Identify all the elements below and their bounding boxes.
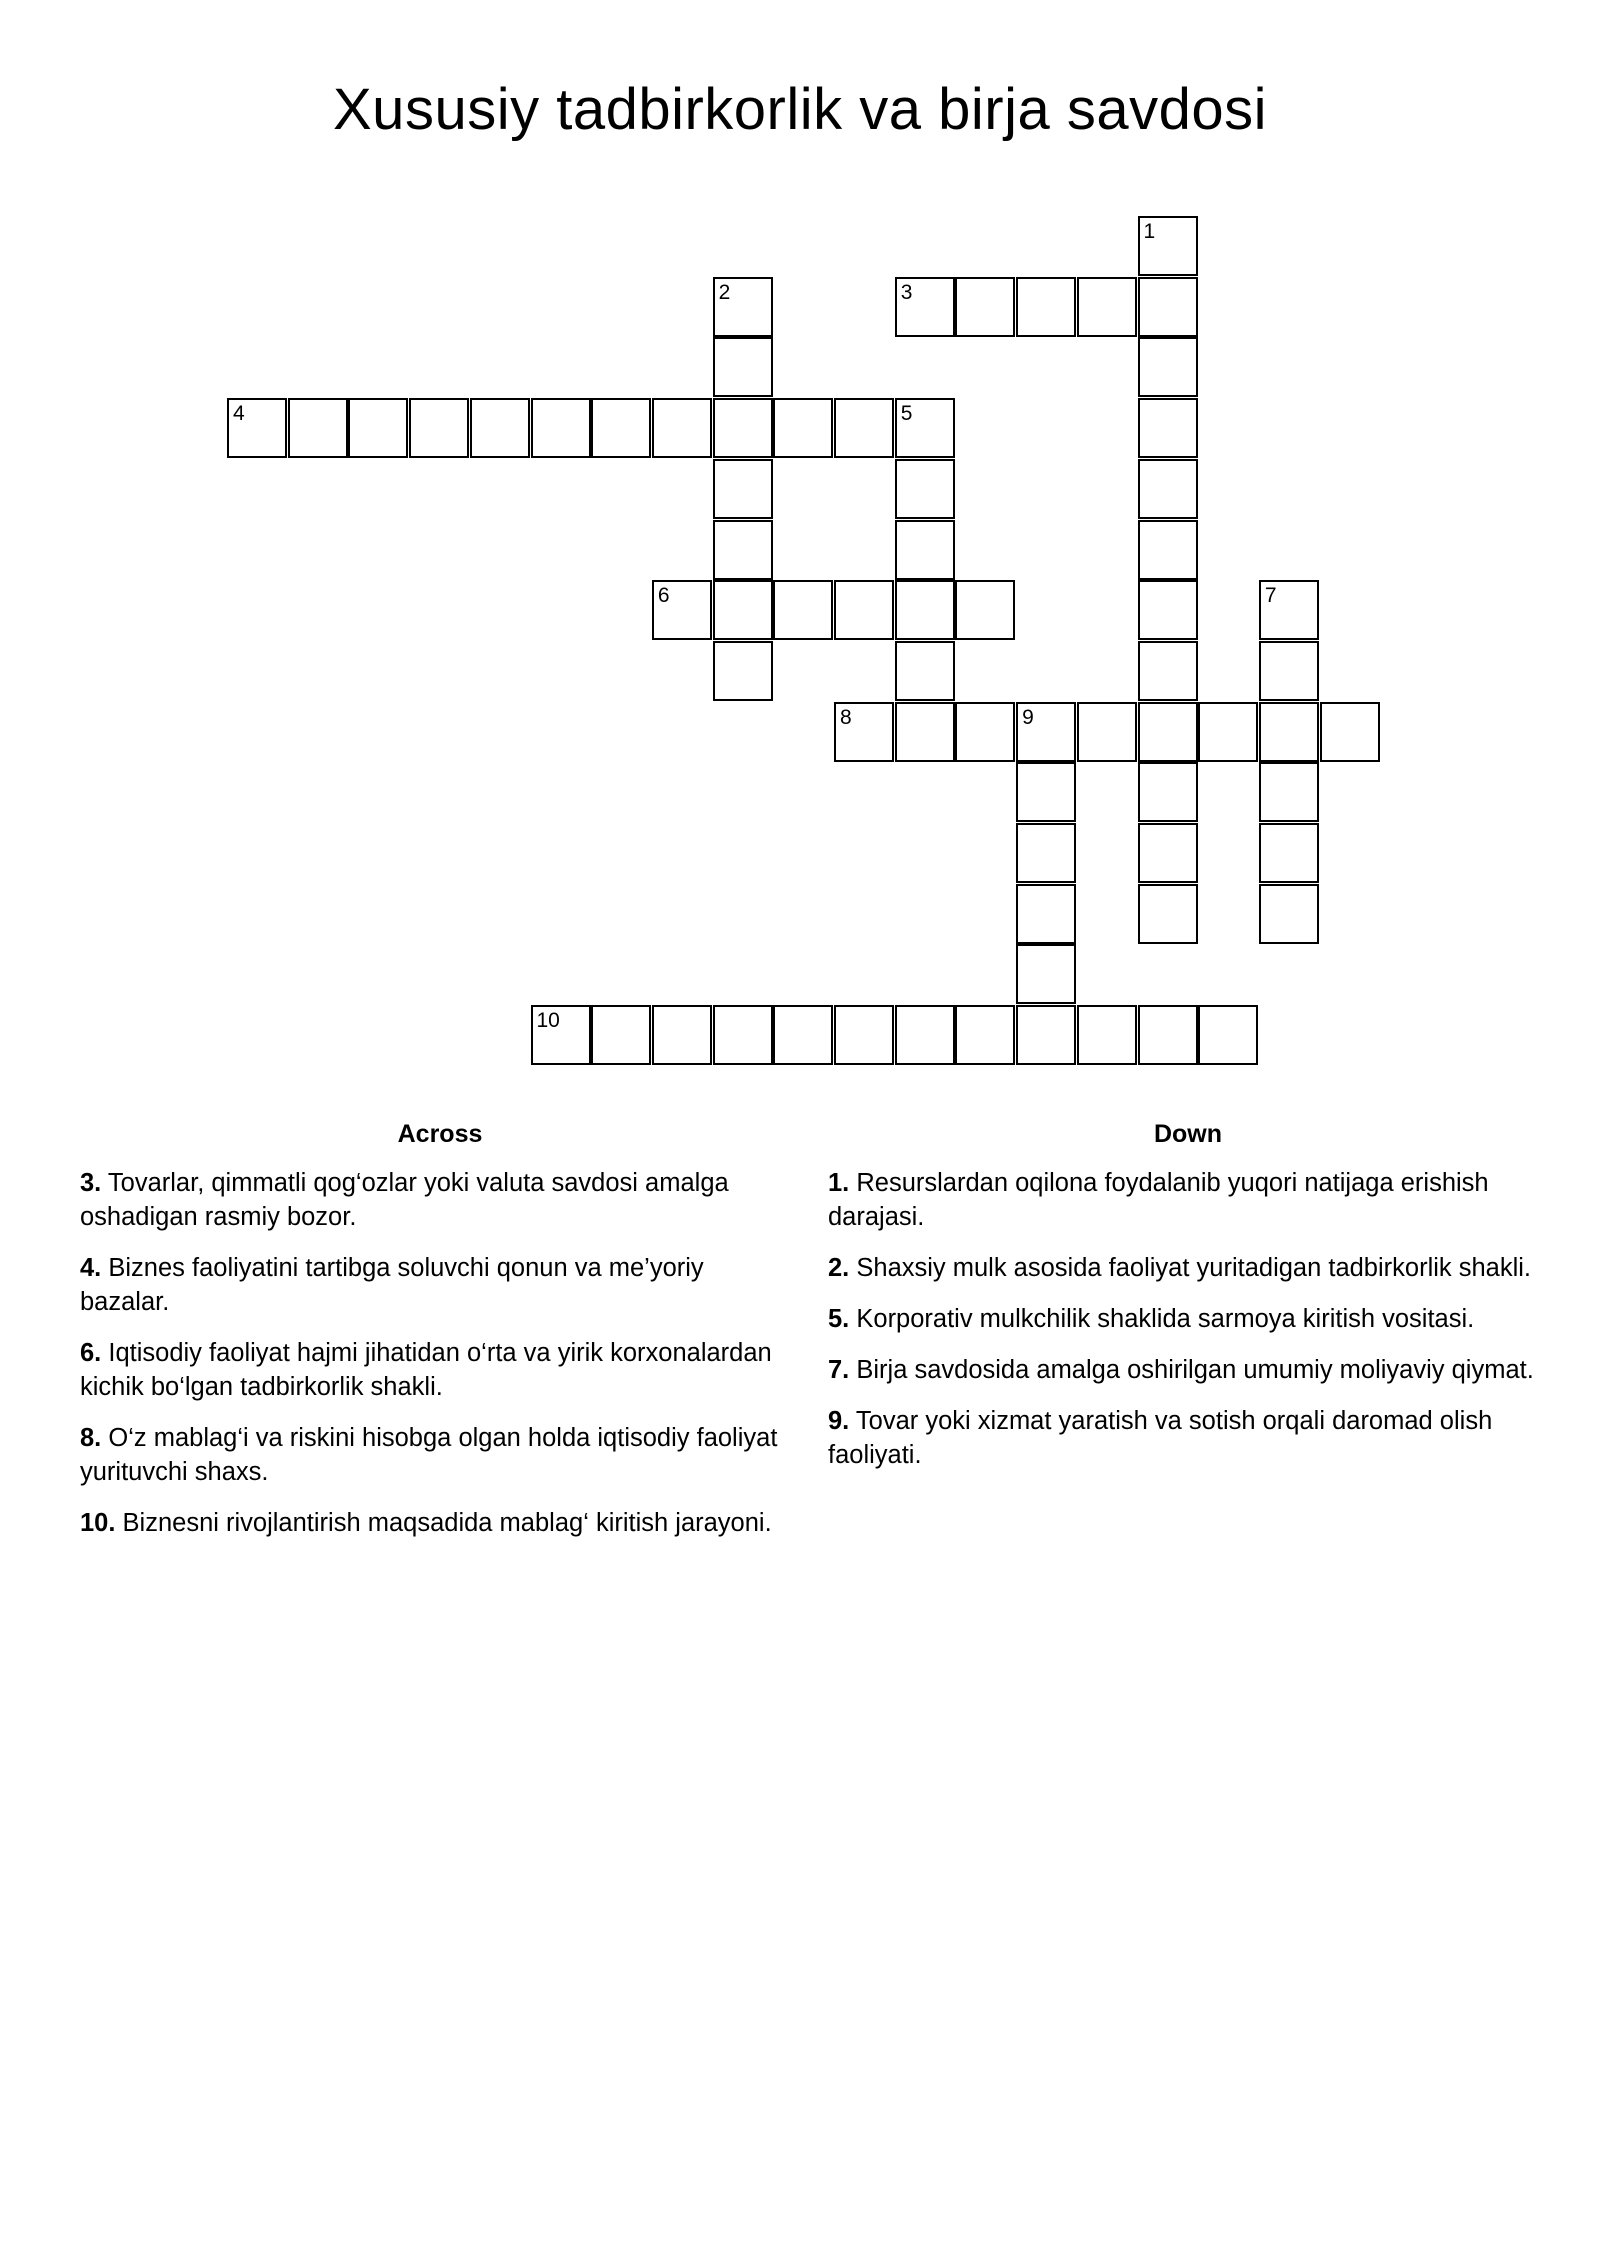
clue-text: Tovar yoki xizmat yaratish va sotish orqali daromad olish faoliyati. (828, 1407, 1493, 1469)
grid-cell[interactable] (1138, 823, 1198, 883)
grid-cell[interactable] (713, 1005, 773, 1065)
grid-cell[interactable] (895, 1005, 955, 1065)
across-heading: Across (397, 1120, 483, 1148)
cell-number: 4 (233, 402, 245, 426)
crossword-grid (227, 216, 1387, 1076)
grid-cell[interactable] (713, 459, 773, 519)
grid-cell[interactable] (409, 398, 469, 458)
across-clue-3 (80, 1166, 800, 1234)
cell-number: 5 (900, 402, 913, 426)
grid-cell[interactable] (1138, 398, 1198, 458)
across-clue-6 (80, 1336, 800, 1404)
grid-cell[interactable] (1077, 277, 1137, 337)
grid-cell[interactable] (1259, 762, 1319, 822)
grid-cell[interactable] (834, 580, 894, 640)
grid-cell[interactable] (1198, 702, 1258, 762)
grid-cell[interactable] (1016, 1005, 1076, 1065)
grid-cell[interactable] (834, 702, 894, 762)
grid-cell[interactable] (1138, 277, 1198, 337)
cell-number: 1 (1143, 220, 1156, 243)
across-clue-10 (80, 1506, 800, 1540)
grid-cell[interactable] (531, 1005, 591, 1065)
cell-number: 8 (840, 705, 852, 729)
grid-cell[interactable] (591, 1005, 651, 1065)
grid-cell[interactable] (895, 641, 955, 701)
grid-cell[interactable] (1016, 884, 1076, 944)
cell-number: 10 (536, 1009, 560, 1033)
grid-cell[interactable] (1259, 580, 1319, 640)
grid-cell[interactable] (955, 277, 1015, 337)
grid-cell[interactable] (591, 398, 651, 458)
down-clues (828, 1118, 1548, 1489)
grid-cell[interactable] (531, 398, 591, 458)
clue-text: Iqtisodiy faoliyat hajmi jihatidan o‘rta va yirik korxonalardan kichik bo‘lgan tadbirkorlik shakli. (80, 1339, 772, 1401)
grid-cell[interactable] (652, 580, 712, 640)
grid-cell[interactable] (1016, 702, 1076, 762)
grid-cell[interactable] (1138, 337, 1198, 397)
grid-cell[interactable] (895, 459, 955, 519)
grid-cell[interactable] (955, 1005, 1015, 1065)
cell-number: 2 (718, 280, 731, 304)
grid-cell[interactable] (895, 580, 955, 640)
down-clue-2 (828, 1251, 1548, 1285)
grid-cell[interactable] (713, 398, 773, 458)
grid-cell[interactable] (1259, 823, 1319, 883)
grid-cell[interactable] (955, 702, 1015, 762)
grid-cell[interactable] (1259, 641, 1319, 701)
grid-cell[interactable] (1138, 762, 1198, 822)
grid-cell[interactable] (773, 580, 833, 640)
clue-number: 1. (828, 1169, 850, 1197)
grid-cell[interactable] (713, 641, 773, 701)
grid-cell[interactable] (1259, 884, 1319, 944)
cell-number: 9 (1022, 705, 1034, 729)
grid-cell[interactable] (1259, 702, 1319, 762)
grid-cell[interactable] (713, 520, 773, 580)
grid-cell[interactable] (1138, 580, 1198, 640)
grid-cell[interactable] (652, 398, 712, 458)
down-clue-9 (828, 1404, 1548, 1472)
grid-cell[interactable] (1198, 1005, 1258, 1065)
down-heading: Down (1153, 1120, 1223, 1148)
clue-number: 3. (80, 1169, 102, 1197)
grid-cell[interactable] (1138, 216, 1198, 276)
grid-cell[interactable] (955, 580, 1015, 640)
clue-text: Resurslardan oqilona foydalanib yuqori natijaga erishish darajasi. (828, 1169, 1489, 1231)
grid-cell[interactable] (834, 1005, 894, 1065)
across-clues (80, 1118, 800, 1557)
down-clue-5 (828, 1302, 1548, 1336)
grid-cell[interactable] (348, 398, 408, 458)
grid-cell[interactable] (895, 702, 955, 762)
grid-cell[interactable] (1138, 702, 1198, 762)
grid-cell[interactable] (834, 398, 894, 458)
grid-cell[interactable] (470, 398, 530, 458)
across-clue-4 (80, 1251, 800, 1319)
grid-cell[interactable] (1016, 823, 1076, 883)
cell-number: 7 (1264, 584, 1277, 608)
grid-cell[interactable] (652, 1005, 712, 1065)
grid-cell[interactable] (1077, 702, 1137, 762)
grid-cell[interactable] (895, 277, 955, 337)
grid-cell[interactable] (895, 398, 955, 458)
clue-number: 8. (80, 1424, 102, 1452)
grid-cell[interactable] (1016, 277, 1076, 337)
grid-cell[interactable] (773, 398, 833, 458)
grid-cell[interactable] (1320, 702, 1380, 762)
clue-text: Tovarlar, qimmatli qog‘ozlar yoki valuta savdosi amalga oshadigan rasmiy bozor. (80, 1169, 729, 1231)
clue-text: O‘z mablag‘i va riskini hisobga olgan holda iqtisodiy faoliyat yurituvchi shaxs. (80, 1424, 778, 1486)
grid-cell[interactable] (773, 1005, 833, 1065)
grid-cell[interactable] (713, 337, 773, 397)
clue-number: 10. (80, 1509, 116, 1537)
grid-cell[interactable] (1138, 459, 1198, 519)
grid-cell[interactable] (1138, 641, 1198, 701)
down-clue-7 (828, 1353, 1548, 1387)
grid-cell[interactable] (1077, 1005, 1137, 1065)
clue-number: 2. (828, 1254, 850, 1282)
grid-cell[interactable] (227, 398, 287, 458)
grid-cell[interactable] (1016, 944, 1076, 1004)
grid-cell[interactable] (288, 398, 348, 458)
clue-text: Biznes faoliyatini tartibga soluvchi qonun va me’yoriy bazalar. (80, 1254, 704, 1316)
clue-text: Birja savdosida amalga oshirilgan umumiy moliyaviy qiymat. (856, 1356, 1534, 1384)
clue-text: Korporativ mulkchilik shaklida sarmoya kiritish vositasi. (856, 1305, 1475, 1333)
grid-cell[interactable] (713, 580, 773, 640)
page-title: Xususiy tadbirkorlik va birja savdosi (333, 77, 1267, 142)
clue-number: 9. (828, 1407, 850, 1435)
clue-text: Biznesni rivojlantirish maqsadida mablag‘ kiritish jarayoni. (122, 1509, 772, 1537)
clue-text: Shaxsiy mulk asosida faoliyat yuritadigan tadbirkorlik shakli. (856, 1254, 1532, 1282)
grid-cell[interactable] (895, 520, 955, 580)
cell-number: 3 (900, 280, 913, 304)
clue-number: 4. (80, 1254, 102, 1282)
clue-number: 6. (80, 1339, 102, 1367)
across-clue-8 (80, 1421, 800, 1489)
grid-cell[interactable] (1016, 762, 1076, 822)
clue-number: 5. (828, 1305, 850, 1333)
down-clue-1 (828, 1166, 1548, 1234)
cell-number: 6 (657, 584, 670, 608)
grid-cell[interactable] (1138, 1005, 1198, 1065)
clue-number: 7. (828, 1356, 850, 1384)
grid-cell[interactable] (713, 277, 773, 337)
grid-cell[interactable] (1138, 520, 1198, 580)
grid-cell[interactable] (1138, 884, 1198, 944)
